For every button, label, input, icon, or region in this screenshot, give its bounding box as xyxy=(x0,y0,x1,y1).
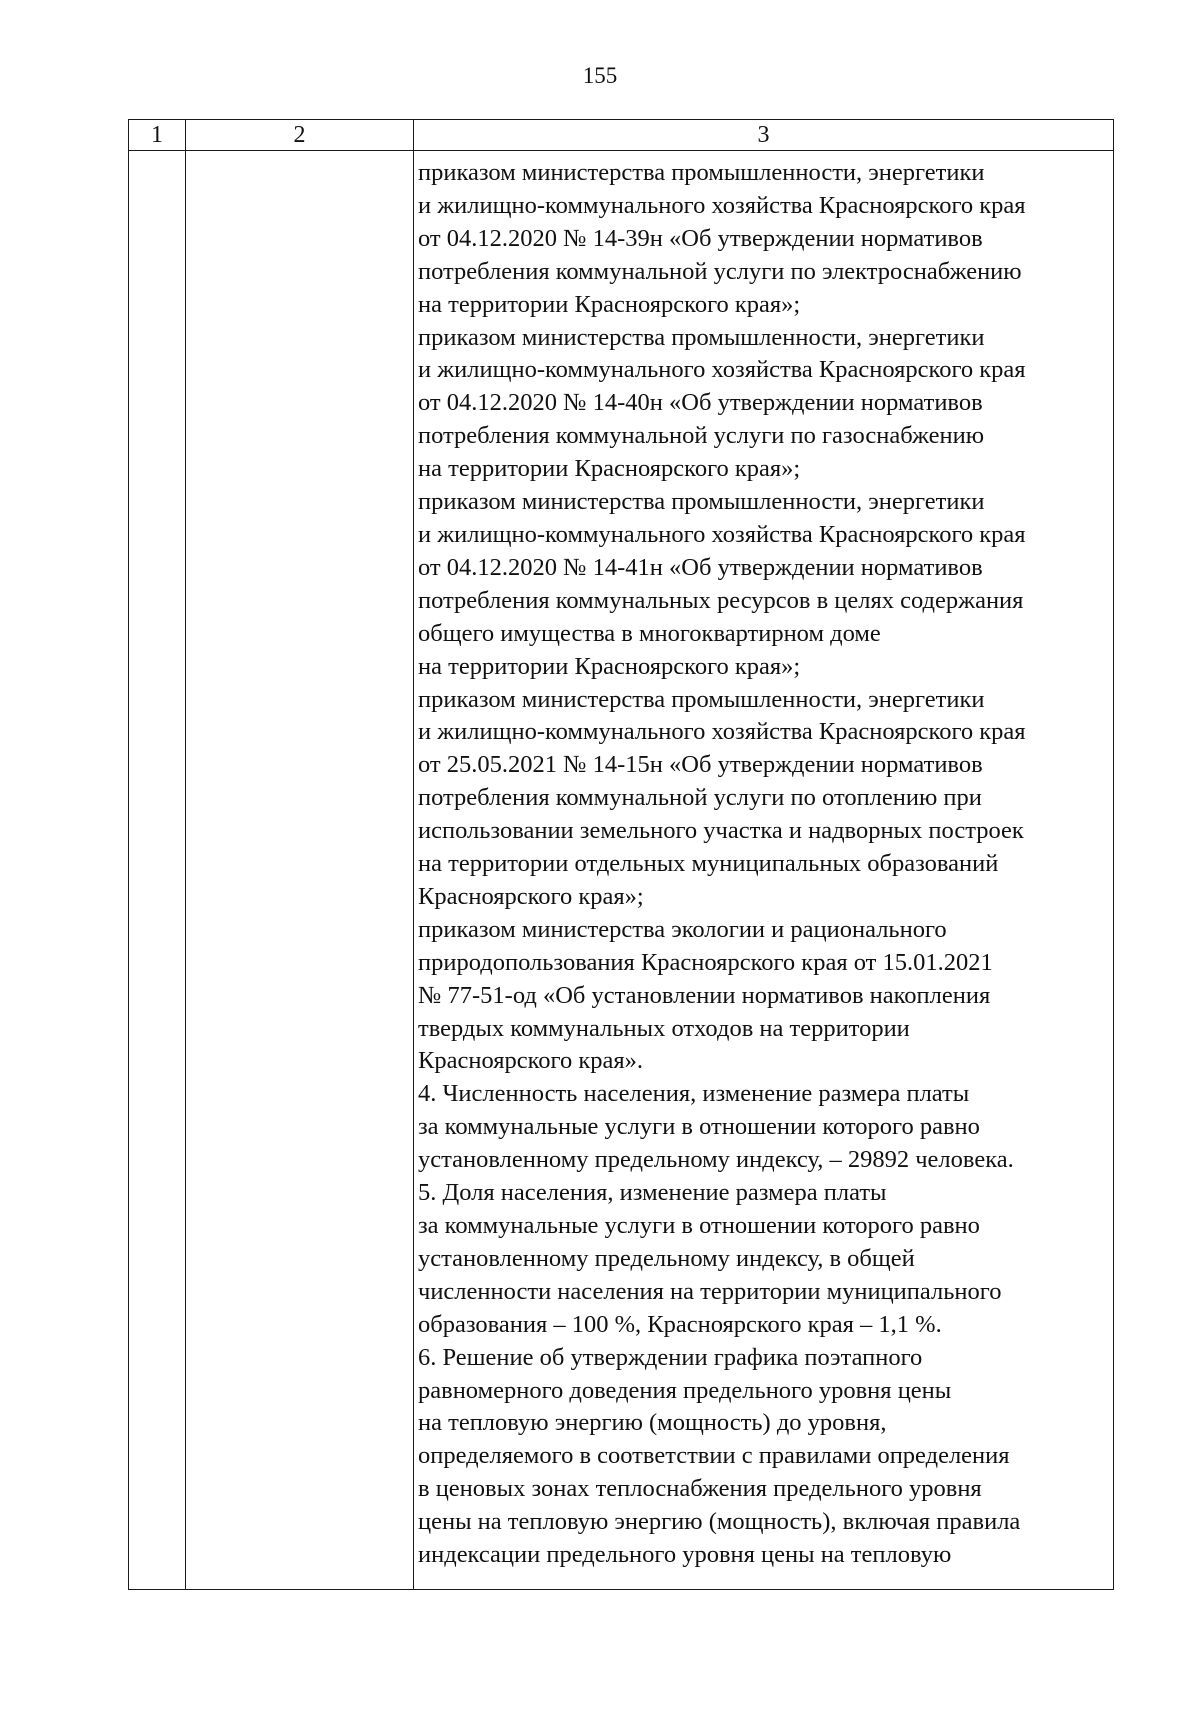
text-line: цены на тепловую энергию (мощность), включая правила xyxy=(418,1508,1021,1536)
cell-col-1 xyxy=(129,151,186,1590)
text-line: на тепловую энергию (мощность) до уровня, xyxy=(418,1409,887,1437)
header-col-1: 1 xyxy=(129,120,186,151)
text-line: от 04.12.2020 № 14-40н «Об утверждении нормативов xyxy=(418,389,983,417)
text-line: 6. Решение об утверждении графика поэтапного xyxy=(418,1343,923,1371)
text-line: потребления коммунальной услуги по отоплению при xyxy=(418,784,982,812)
text-line: и жилищно-коммунального хозяйства Красноярского края xyxy=(418,191,1026,219)
text-line: и жилищно-коммунального хозяйства Красноярского края xyxy=(418,356,1026,384)
text-line: численности населения на территории муниципального xyxy=(418,1277,1002,1305)
text-line: установленному предельному индексу, – 29892 человека. xyxy=(418,1146,1014,1174)
text-line: 4. Численность населения, изменение размера платы xyxy=(418,1080,970,1108)
text-line: потребления коммунальной услуги по газоснабжению xyxy=(418,422,985,450)
text-line: на территории Красноярского края»; xyxy=(418,455,801,483)
text-line: Красноярского края». xyxy=(418,1047,644,1075)
text-line: Красноярского края»; xyxy=(418,882,644,910)
header-col-2: 2 xyxy=(186,120,414,151)
text-line: природопользования Красноярского края от 15.01.2021 xyxy=(418,948,993,976)
text-line: общего имущества в многоквартирном доме xyxy=(418,619,881,647)
text-line: 5. Доля населения, изменение размера платы xyxy=(418,1179,887,1207)
text-line: в ценовых зонах теплоснабжения предельного уровня xyxy=(418,1475,982,1503)
text-line: потребления коммунальной услуги по электроснабжению xyxy=(418,257,1022,285)
text-line: использовании земельного участка и надворных построек xyxy=(418,817,1024,845)
text-line: приказом министерства промышленности, энергетики xyxy=(418,685,985,713)
cell-col-3-text xyxy=(414,151,1113,1572)
text-line: индексации предельного уровня цены на тепловую xyxy=(418,1541,952,1569)
text-line: и жилищно-коммунального хозяйства Красноярского края xyxy=(418,718,1026,746)
text-line: установленному предельному индексу, в общей xyxy=(418,1244,915,1272)
text-line: приказом министерства промышленности, энергетики xyxy=(418,323,985,351)
document-table xyxy=(128,119,1114,1590)
text-line: потребления коммунальных ресурсов в целях содержания xyxy=(418,586,1024,614)
text-line: твердых коммунальных отходов на территории xyxy=(418,1014,910,1042)
text-line: определяемого в соответствии с правилами определения xyxy=(418,1442,1010,1470)
table-header-row xyxy=(129,120,1114,151)
text-line: на территории Красноярского края»; xyxy=(418,652,801,680)
text-line: от 04.12.2020 № 14-41н «Об утверждении нормативов xyxy=(418,553,983,581)
text-line: № 77-51-од «Об установлении нормативов накопления xyxy=(418,981,991,1009)
cell-col-3 xyxy=(414,151,1114,1590)
text-line: равномерного доведения предельного уровня цены xyxy=(418,1376,952,1404)
text-line: приказом министерства экологии и рационального xyxy=(418,915,947,943)
cell-col-2 xyxy=(186,151,414,1590)
text-line: на территории отдельных муниципальных образований xyxy=(418,850,999,878)
text-line: приказом министерства промышленности, энергетики xyxy=(418,488,985,516)
table-row xyxy=(129,151,1114,1590)
text-line: приказом министерства промышленности, энергетики xyxy=(418,159,985,186)
text-line: от 25.05.2021 № 14-15н «Об утверждении нормативов xyxy=(418,751,983,779)
text-line: на территории Красноярского края»; xyxy=(418,290,801,318)
text-line: за коммунальные услуги в отношении которого равно xyxy=(418,1212,980,1239)
text-line: за коммунальные услуги в отношении которого равно xyxy=(418,1113,980,1141)
text-line: образования – 100 %, Красноярского края – 1,1 %. xyxy=(418,1310,942,1338)
header-col-3: 3 xyxy=(414,120,1114,151)
text-line: и жилищно-коммунального хозяйства Красноярского края xyxy=(418,520,1026,548)
page-number: 155 xyxy=(582,63,618,88)
text-line: от 04.12.2020 № 14-39н «Об утверждении нормативов xyxy=(418,224,983,252)
